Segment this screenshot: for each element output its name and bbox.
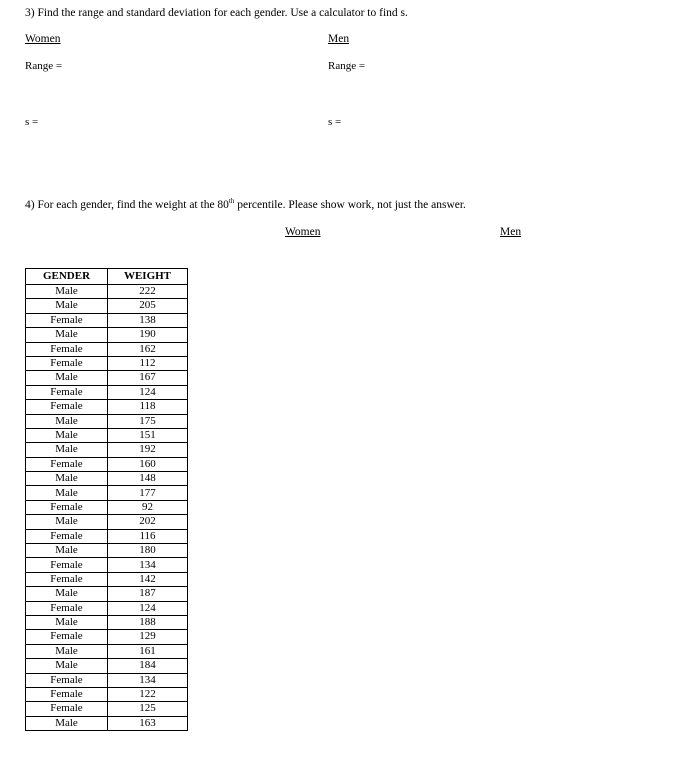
weight-cell: 167 <box>108 371 188 385</box>
weight-cell: 118 <box>108 400 188 414</box>
q3-women-heading: Women <box>25 33 61 45</box>
table-row <box>26 615 188 629</box>
q3-men-s-label: s = <box>328 116 342 128</box>
weight-cell: 163 <box>108 716 188 730</box>
weight-cell: 161 <box>108 644 188 658</box>
gender-cell: Female <box>26 702 108 716</box>
question-4-text <box>25 199 466 211</box>
table-row <box>26 644 188 658</box>
table-body <box>26 285 188 731</box>
table-row <box>26 486 188 500</box>
question-3-text: 3) Find the range and standard deviation for each gender. Use a calculator to find s. <box>25 7 408 19</box>
weight-cell: 184 <box>108 659 188 673</box>
gender-cell: Male <box>26 587 108 601</box>
gender-cell: Female <box>26 356 108 370</box>
gender-cell: Female <box>26 400 108 414</box>
weight-cell: 112 <box>108 356 188 370</box>
weight-cell: 222 <box>108 285 188 299</box>
gender-cell: Male <box>26 328 108 342</box>
q4-men-heading: Men <box>500 226 522 238</box>
gender-cell: Female <box>26 385 108 399</box>
weight-cell: 124 <box>108 601 188 615</box>
weight-cell: 129 <box>108 630 188 644</box>
gender-cell: Female <box>26 630 108 644</box>
table-row <box>26 529 188 543</box>
gender-cell: Female <box>26 673 108 687</box>
weight-cell: 177 <box>108 486 188 500</box>
table-row <box>26 687 188 701</box>
gender-cell: Male <box>26 443 108 457</box>
table-row <box>26 630 188 644</box>
table-row <box>26 716 188 730</box>
table-row <box>26 544 188 558</box>
gender-cell: Female <box>26 529 108 543</box>
table-row <box>26 371 188 385</box>
table-row <box>26 385 188 399</box>
weight-cell: 192 <box>108 443 188 457</box>
header-weight: WEIGHT <box>108 269 188 285</box>
weight-cell: 134 <box>108 558 188 572</box>
table-row <box>26 342 188 356</box>
q3-men-range-label: Range = <box>328 60 366 72</box>
table-row <box>26 328 188 342</box>
table-row <box>26 587 188 601</box>
gender-cell: Female <box>26 500 108 514</box>
gender-cell: Female <box>26 601 108 615</box>
q3-men-heading: Men <box>328 33 350 45</box>
table-row <box>26 457 188 471</box>
weight-cell: 188 <box>108 615 188 629</box>
weight-cell: 142 <box>108 572 188 586</box>
table-row <box>26 601 188 615</box>
table-header-row <box>26 269 188 285</box>
gender-cell: Female <box>26 342 108 356</box>
weight-cell: 160 <box>108 457 188 471</box>
table-row <box>26 500 188 514</box>
table-row <box>26 472 188 486</box>
header-gender: GENDER <box>26 269 108 285</box>
gender-cell: Male <box>26 515 108 529</box>
weight-cell: 134 <box>108 673 188 687</box>
weight-cell: 205 <box>108 299 188 313</box>
gender-cell: Male <box>26 428 108 442</box>
q4-text-before: 4) For each gender, find the weight at the 80 <box>25 199 229 211</box>
table-row <box>26 299 188 313</box>
table-row <box>26 400 188 414</box>
table-row <box>26 558 188 572</box>
table-row <box>26 356 188 370</box>
gender-cell: Male <box>26 716 108 730</box>
gender-cell: Male <box>26 285 108 299</box>
q3-women-s-label: s = <box>25 116 39 128</box>
gender-cell: Female <box>26 457 108 471</box>
gender-cell: Female <box>26 313 108 327</box>
weight-cell: 190 <box>108 328 188 342</box>
q4-superscript: th <box>228 197 235 206</box>
table-row <box>26 702 188 716</box>
q3-women-range-label: Range = <box>25 60 63 72</box>
weight-cell: 162 <box>108 342 188 356</box>
weight-cell: 116 <box>108 529 188 543</box>
table-row <box>26 659 188 673</box>
gender-cell: Male <box>26 486 108 500</box>
weight-cell: 124 <box>108 385 188 399</box>
gender-cell: Male <box>26 371 108 385</box>
gender-cell: Male <box>26 414 108 428</box>
weight-cell: 202 <box>108 515 188 529</box>
table-row <box>26 443 188 457</box>
weight-cell: 175 <box>108 414 188 428</box>
weight-cell: 125 <box>108 702 188 716</box>
weight-cell: 122 <box>108 687 188 701</box>
weight-cell: 180 <box>108 544 188 558</box>
gender-cell: Male <box>26 544 108 558</box>
table-row <box>26 414 188 428</box>
gender-cell: Male <box>26 644 108 658</box>
table-row <box>26 572 188 586</box>
gender-cell: Male <box>26 615 108 629</box>
gender-cell: Male <box>26 472 108 486</box>
gender-cell: Male <box>26 659 108 673</box>
gender-cell: Female <box>26 572 108 586</box>
weight-cell: 148 <box>108 472 188 486</box>
table-row <box>26 285 188 299</box>
gender-cell: Male <box>26 299 108 313</box>
table-row <box>26 515 188 529</box>
q4-women-heading: Women <box>285 226 321 238</box>
weight-cell: 92 <box>108 500 188 514</box>
weight-cell: 187 <box>108 587 188 601</box>
table-row <box>26 428 188 442</box>
weight-cell: 138 <box>108 313 188 327</box>
gender-cell: Female <box>26 687 108 701</box>
q4-text-after: percentile. Please show work, not just the answer. <box>234 199 466 211</box>
table-row <box>26 673 188 687</box>
weight-cell: 151 <box>108 428 188 442</box>
table-row <box>26 313 188 327</box>
gender-cell: Female <box>26 558 108 572</box>
weight-data-table <box>25 268 188 731</box>
